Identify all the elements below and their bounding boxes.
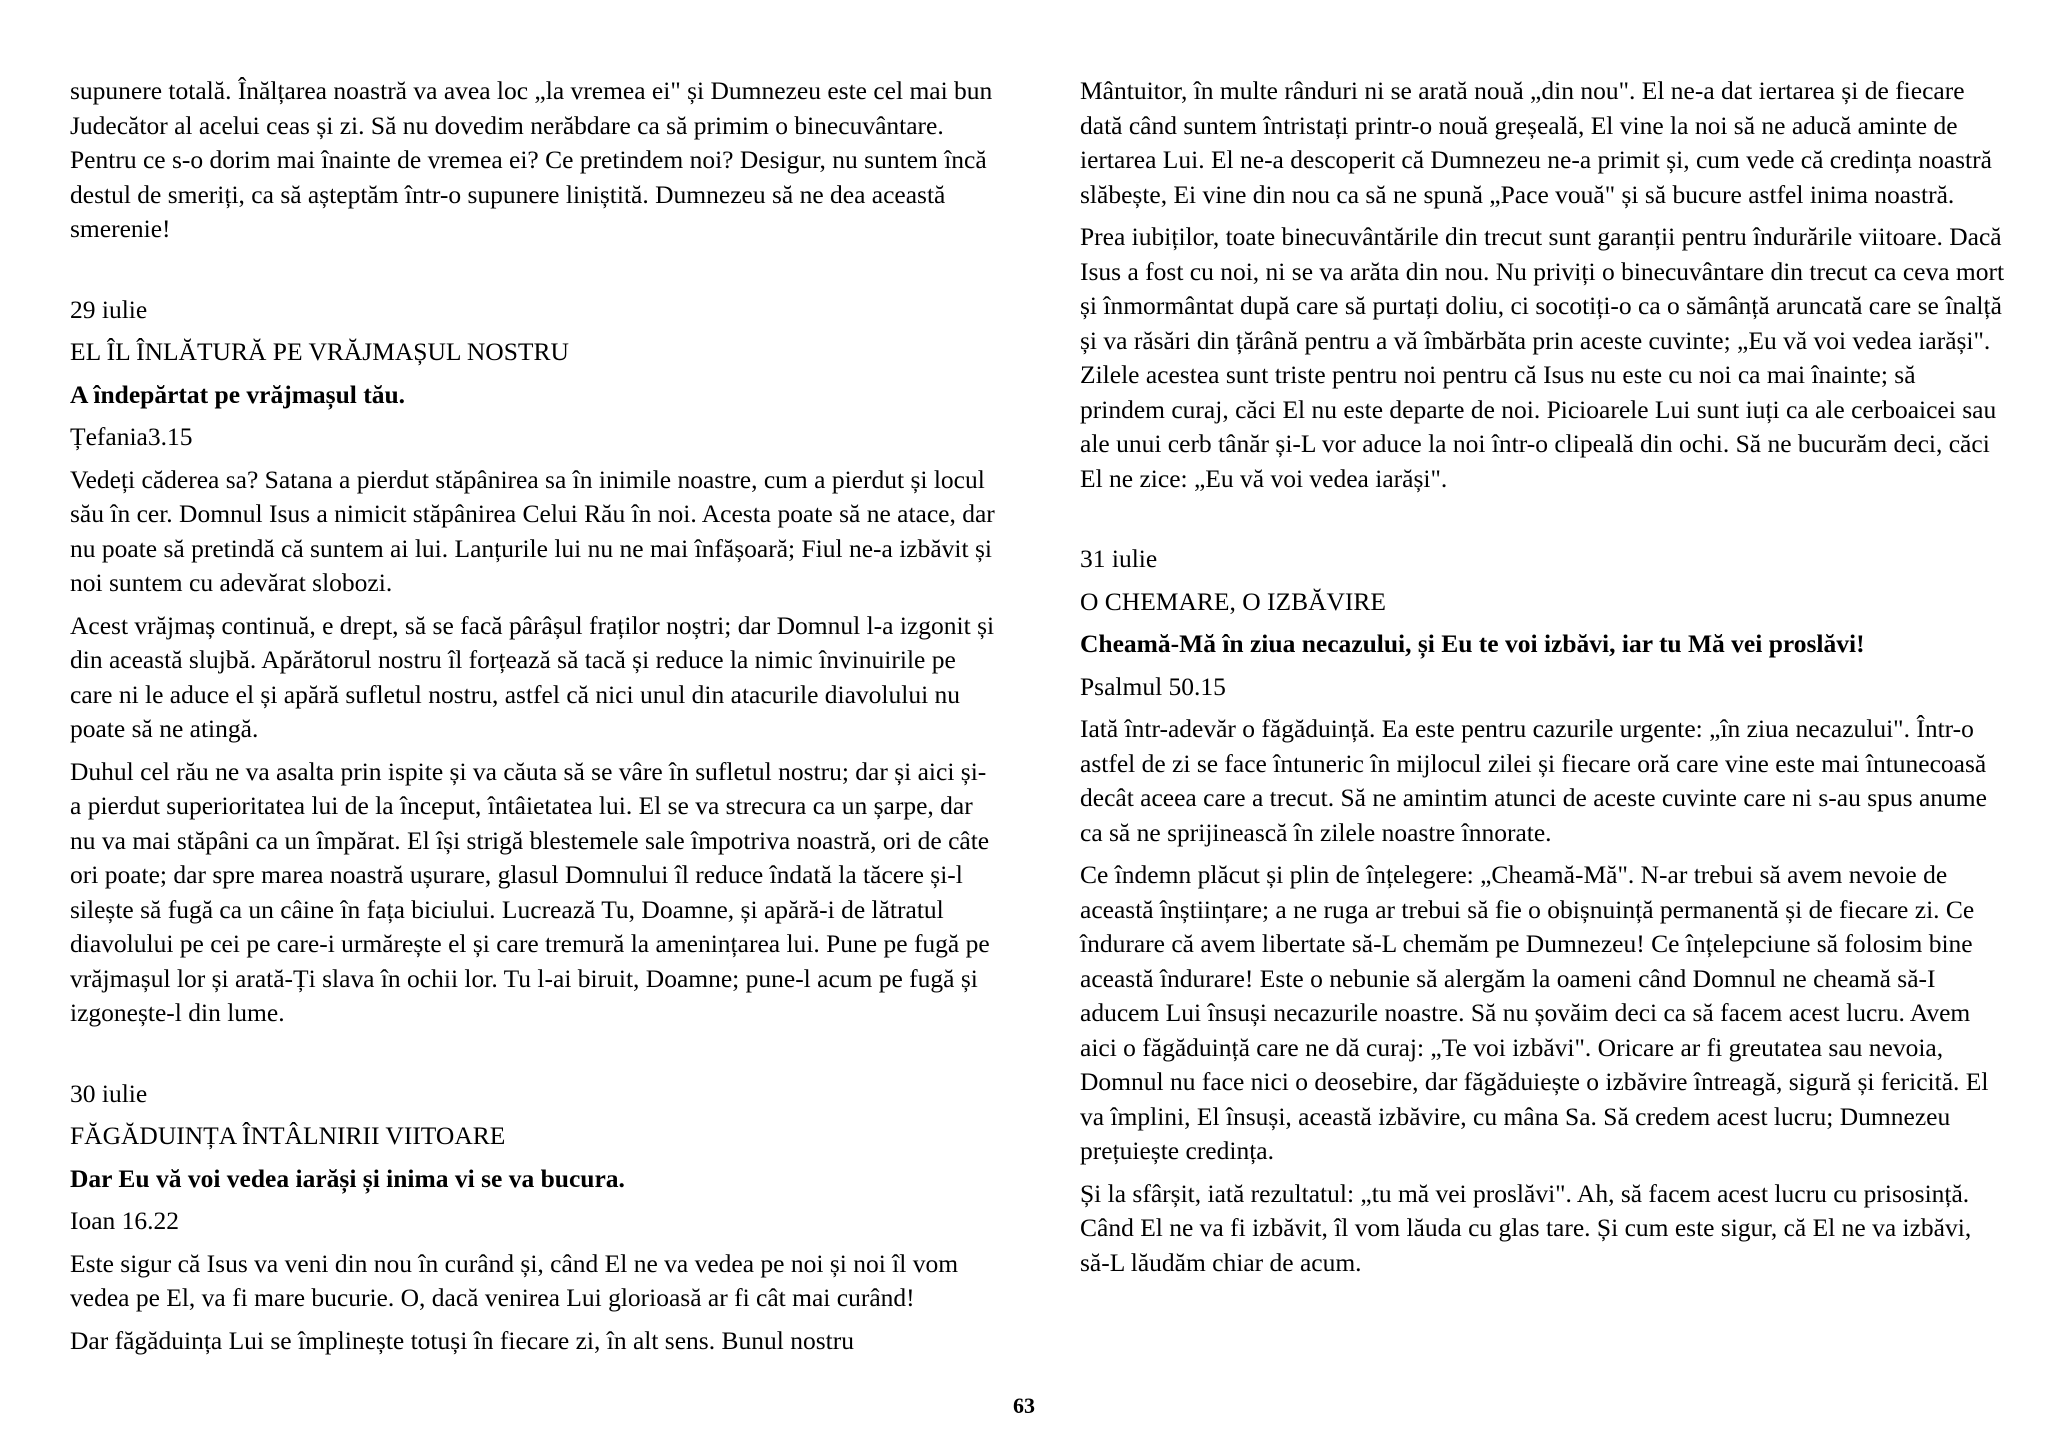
entry-title: O CHEMARE, O IZBĂVIRE [1080, 586, 1386, 616]
entry-date: 29 iulie [70, 294, 148, 324]
entry-paragraph: Iată într-adevăr o făgăduință. Ea este pentru cazurile urgente: „în ziua necazului". Într-o astfel de zi se face întuneric în mijlocul zilei și fiecare oră care vine este mai întunecoasă decât aceea care a trecut. Să ne amintim atunci de aceste cuvinte care ni s-au spus anume ca să ne sprijinească în zilele noastre înnorate. [1080, 714, 1987, 847]
entry-paragraph: Și la sfârșit, iată rezultatul: „tu mă vei proslăvi". Ah, să facem acest lucru cu prisosință. Când El ne va fi izbăvit, îl vom lăuda cu glas tare. Și cum este sigur, că El ne va izbăvi, să-L lăudăm chiar de acum. [1080, 1178, 1972, 1277]
entry-paragraph: Vedeți căderea sa? Satana a pierdut stăpânirea sa în inimile noastre, cum a pierdut și locul său în cer. Domnul Isus a nimicit stăpânirea Celui Rău în noi. Acesta poate să ne atace, dar nu poate să pretindă că suntem ai lui. Lanțurile lui nu ne mai înfășoară; Fiul ne-a izbăvit și noi suntem cu adevărat slobozi. [70, 464, 995, 597]
entry-31-iulie [1080, 542, 2005, 1280]
entry-reference: Țefania3.15 [70, 422, 193, 451]
entry-date: 31 iulie [1080, 544, 1158, 573]
entry-date: 30 iulie [70, 1078, 148, 1108]
entry-verse: A îndepărtat pe vrăjmașul tău. [70, 379, 406, 409]
entry-paragraph: Este sigur că Isus va veni din nou în curând și, când El ne va vedea pe noi și noi îl vom vedea pe El, va fi mare bucurie. O, dacă venirea Lui glorioasă ar fi cât mai curând! [70, 1248, 959, 1312]
continuation-paragraph: Mântuitor, în multe rânduri ni se arată nouă „din nou". El ne-a dat iertarea și de fiecare dată când suntem întristați printr-o nouă greșeală, El vine la noi să ne aducă aminte de iertarea Lui. El ne-a descoperit că Dumnezeu ne-a primit și, cum vede că credința noastră slăbește, Ei vine din nou ca să ne spună „Pace vouă" și să bucure astfel inima noastră. [1080, 76, 1992, 209]
entry-gap [70, 1039, 995, 1077]
page-number: 63 [1013, 1393, 1035, 1418]
intro-paragraph: supunere totală. Înălțarea noastră va avea loc „la vremea ei" și Dumnezeu este cel mai bun Judecător al acelui ceas și zi. Să nu dovedim nerăbdare ca să primim o binecuvântare. Pentru ce s-o dorim mai înainte de vremea ei? Ce pretindem noi? Desigur, nu suntem încă destul de smeriți, ca să așteptăm într-o supunere liniștită. Dumnezeu să ne dea această smerenie! [70, 76, 993, 243]
entry-paragraph: Acest vrăjmaș continuă, e drept, să se facă pârâșul fraților noștri; dar Domnul l-a izgonit și din această slujbă. Apărătorul nostru îl forțează să tacă și reduce la nimic învinuirile pe care ni le aduce el și apără sufletul nostru, astfel că nici unul din atacurile diavolului nu poate să ne atingă. [70, 610, 995, 743]
entry-title: EL ÎL ÎNLĂTURĂ PE VRĂJMAȘUL NOSTRU [70, 337, 569, 366]
continuation-paragraph: Prea iubiților, toate binecuvântările din trecut sunt garanții pentru îndurările viitoare. Dacă Isus a fost cu noi, ni se va arăta din nou. Nu priviți o binecuvântare din trecut ca ceva mort și înmormântat după care să purtați doliu, ci socotiți-o ca o sămânță aruncată care se înalță și va răsări din țărână pentru a vă îmbărbăta prin aceste cuvinte; „Eu vă voi vedea iarăși". Zilele acestea sunt triste pentru noi pentru că Isus nu este cu noi ca mai înainte; să prindem curaj, căci El nu este departe de noi. Picioarele Lui sunt iuți ca ale cerboaicei sau ale unui cerb tânăr și-L vor aduce la noi într-o clipeală din ochi. Să ne bucurăm deci, căci El ne zice: „Eu vă voi vedea iarăși". [1080, 222, 2005, 493]
entry-gap [1080, 504, 2005, 542]
entry-title: FĂGĂDUINȚA ÎNTÂLNIRII VIITOARE [70, 1121, 506, 1150]
entry-verse: Dar Eu vă voi vedea iarăși și inima vi se va bucura. [70, 1163, 625, 1193]
left-column [70, 74, 995, 1366]
right-column [1080, 74, 2005, 1288]
entry-reference: Ioan 16.22 [70, 1206, 180, 1235]
entry-gap [70, 255, 995, 293]
entry-30-iulie [70, 1077, 995, 1359]
entry-paragraph: Ce îndemn plăcut și plin de înțelegere: „Cheamă-Mă". N-ar trebui să avem nevoie de această înștiințare; a ne ruga ar trebui să fie o obișnuință permanentă și de fiecare zi. Ce îndurare că avem libertate să-L chemăm pe Dumnezeu! Ce înțelepciune să folosim bine această îndurare! Este o nebunie să alergăm la oameni când Domnul ne cheamă să-I aducem Lui însuși necazurile noastre. Să nu șovăim deci ca să facem acest lucru. Avem aici o făgăduință care ne dă curaj: „Te voi izbăvi". Oricare ar fi greutatea sau nevoia, Domnul nu face nici o deosebire, dar făgăduiește o izbăvire întreagă, sigură și fericită. El va împlini, El însuși, această izbăvire, cu mâna Sa. Să credem acest lucru; Dumnezeu prețuiește credința. [1080, 860, 1989, 1165]
entry-reference: Psalmul 50.15 [1080, 671, 1226, 701]
entry-verse: Cheamă-Mă în ziua necazului, și Eu te voi izbăvi, iar tu Mă vei proslăvi! [1080, 629, 1865, 658]
entry-29-iulie [70, 293, 995, 1031]
entry-paragraph: Dar făgăduința Lui se împlinește totuși în fiecare zi, în alt sens. Bunul nostru [70, 1325, 854, 1355]
entry-paragraph: Duhul cel rău ne va asalta prin ispite și va căuta să se vâre în sufletul nostru; dar și aici și-a pierdut superioritatea lui de la început, întâietatea lui. El se va strecura ca un șarpe, dar nu va mai stăpâni ca un împărat. El își strigă blestemele sale împotriva noastră, ori de câte ori poate; dar spre marea noastră ușurare, glasul Domnului îl reduce îndată la tăcere și-l silește să fugă ca un câine în fața biciului. Lucrează Tu, Doamne, și apără-i de lătratul diavolului pe cei pe care-i urmărește el și care tremură la amenințarea lui. Pune pe fugă pe vrăjmașul lor și arată-Ți slava în ochii lor. Tu l-ai biruit, Doamne; pune-l acum pe fugă și izgonește-l din lume. [70, 756, 990, 1027]
